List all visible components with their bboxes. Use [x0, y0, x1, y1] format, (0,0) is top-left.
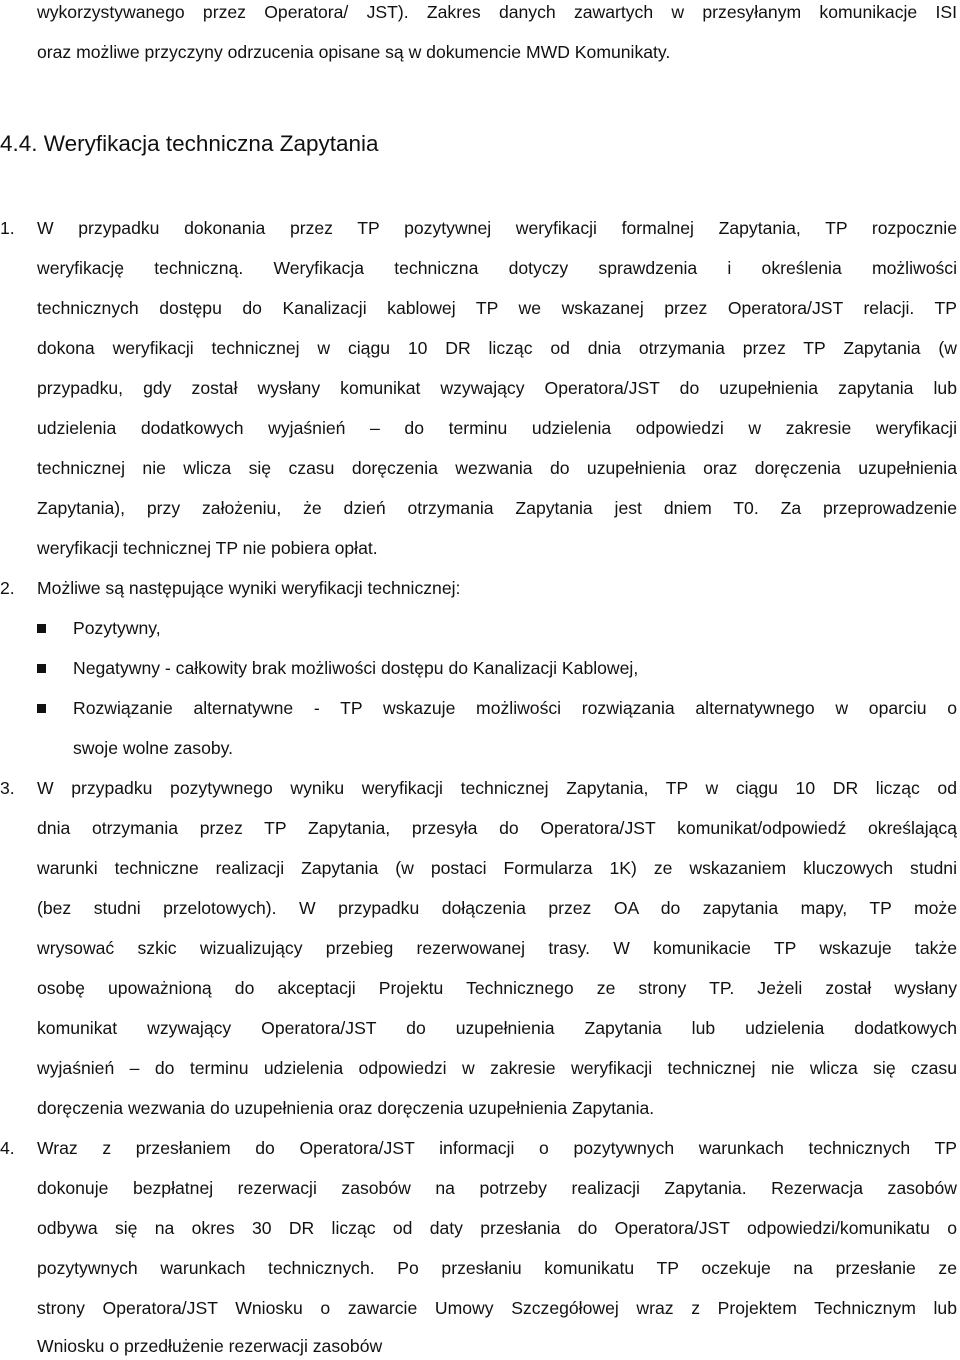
- item-1-line-2: weryfikację techniczną. Weryfikacja techniczna dotyczy sprawdzenia i określenia możliwości: [37, 258, 957, 278]
- item-1-line-3: technicznych dostępu do Kanalizacji kablowej TP we wskazanej przez Operatora/JST relacji. TP: [37, 298, 957, 318]
- item-1-line-8: Zapytania), przy założeniu, że dzień otrzymania Zapytania jest dniem T0. Za przeprowadzenie: [37, 498, 957, 518]
- bullet-item-1: Pozytywny,: [73, 618, 161, 638]
- item-1-line-6: udzielenia dodatkowych wyjaśnień – do terminu udzielenia odpowiedzi w zakresie weryfikacji: [37, 418, 957, 438]
- item-2-number: 2.: [0, 578, 15, 598]
- item-4-line-1: Wraz z przesłaniem do Operatora/JST informacji o pozytywnych warunkach technicznych TP: [37, 1138, 957, 1158]
- bullet-square-icon: [37, 704, 46, 713]
- intro-line-1: wykorzystywanego przez Operatora/ JST). Zakres danych zawartych w przesyłanym komunikacje ISI: [37, 2, 957, 22]
- item-4-line-3: odbywa się na okres 30 DR licząc od daty przesłania do Operatora/JST odpowiedzi/komunikatu o: [37, 1218, 957, 1238]
- item-4-line-2: dokonuje bezpłatnej rezerwacji zasobów na potrzeby realizacji Zapytania. Rezerwacja zasobów: [37, 1178, 957, 1198]
- item-1-line-1: W przypadku dokonania przez TP pozytywnej weryfikacji formalnej Zapytania, TP rozpocznie: [37, 218, 957, 238]
- item-1-line-4: dokona weryfikacji technicznej w ciągu 10 DR licząc od dnia otrzymania przez TP Zapytania (w: [37, 338, 957, 358]
- item-4-number: 4.: [0, 1138, 15, 1158]
- item-4-line-6: Wniosku o przedłużenie rezerwacji zasobów: [37, 1336, 383, 1356]
- item-3-line-8: wyjaśnień – do terminu udzielenia odpowiedzi w zakresie weryfikacji technicznej nie wlicza się czasu: [37, 1058, 957, 1078]
- item-3-line-2: dnia otrzymania przez TP Zapytania, przesyła do Operatora/JST komunikat/odpowiedź określającą: [37, 818, 957, 838]
- item-1-line-9: weryfikacji technicznej TP nie pobiera opłat.: [37, 538, 378, 558]
- item-4-line-5: strony Operatora/JST Wniosku o zawarcie Umowy Szczegółowej wraz z Projektem Technicznym lub: [37, 1298, 957, 1318]
- bullet-square-icon: [37, 664, 46, 673]
- section-heading: 4.4. Weryfikacja techniczna Zapytania: [0, 131, 379, 156]
- item-4-line-4: pozytywnych warunkach technicznych. Po przesłaniu komunikatu TP oczekuje na przesłanie ze: [37, 1258, 957, 1278]
- item-3-line-5: wrysować szkic wizualizujący przebieg rezerwowanej trasy. W komunikacie TP wskazuje także: [37, 938, 957, 958]
- item-3-line-6: osobę upoważnioną do akceptacji Projektu Technicznego ze strony TP. Jeżeli został wysłany: [37, 978, 957, 998]
- intro-line-2: oraz możliwe przyczyny odrzucenia opisane są w dokumencie MWD Komunikaty.: [37, 42, 671, 62]
- item-3-line-4: (bez studni przelotowych). W przypadku dołączenia przez OA do zapytania mapy, TP może: [37, 898, 957, 918]
- bullet-square-icon: [37, 624, 46, 633]
- item-2-line-1: Możliwe są następujące wyniki weryfikacji technicznej:: [37, 578, 461, 598]
- item-1-line-7: technicznej nie wlicza się czasu doręczenia wezwania do uzupełnienia oraz doręczenia uzupełnienia: [37, 458, 957, 478]
- bullet-item-2: Negatywny - całkowity brak możliwości dostępu do Kanalizacji Kablowej,: [73, 658, 639, 678]
- item-3-line-7: komunikat wzywający Operatora/JST do uzupełnienia Zapytania lub udzielenia dodatkowych: [37, 1018, 957, 1038]
- item-3-line-1: W przypadku pozytywnego wyniku weryfikacji technicznej Zapytania, TP w ciągu 10 DR licząc od: [37, 778, 957, 798]
- item-1-number: 1.: [0, 218, 15, 238]
- bullet-item-3-continued: swoje wolne zasoby.: [73, 738, 234, 758]
- item-3-line-9: doręczenia wezwania do uzupełnienia oraz doręczenia uzupełnienia Zapytania.: [37, 1098, 655, 1118]
- bullet-item-3: Rozwiązanie alternatywne - TP wskazuje możliwości rozwiązania alternatywnego w oparciu o: [73, 698, 957, 718]
- item-3-line-3: warunki techniczne realizacji Zapytania (w postaci Formularza 1K) ze wskazaniem kluczowych studni: [37, 858, 957, 878]
- item-3-number: 3.: [0, 778, 15, 798]
- item-1-line-5: przypadku, gdy został wysłany komunikat wzywający Operatora/JST do uzupełnienia zapytania lub: [37, 378, 957, 398]
